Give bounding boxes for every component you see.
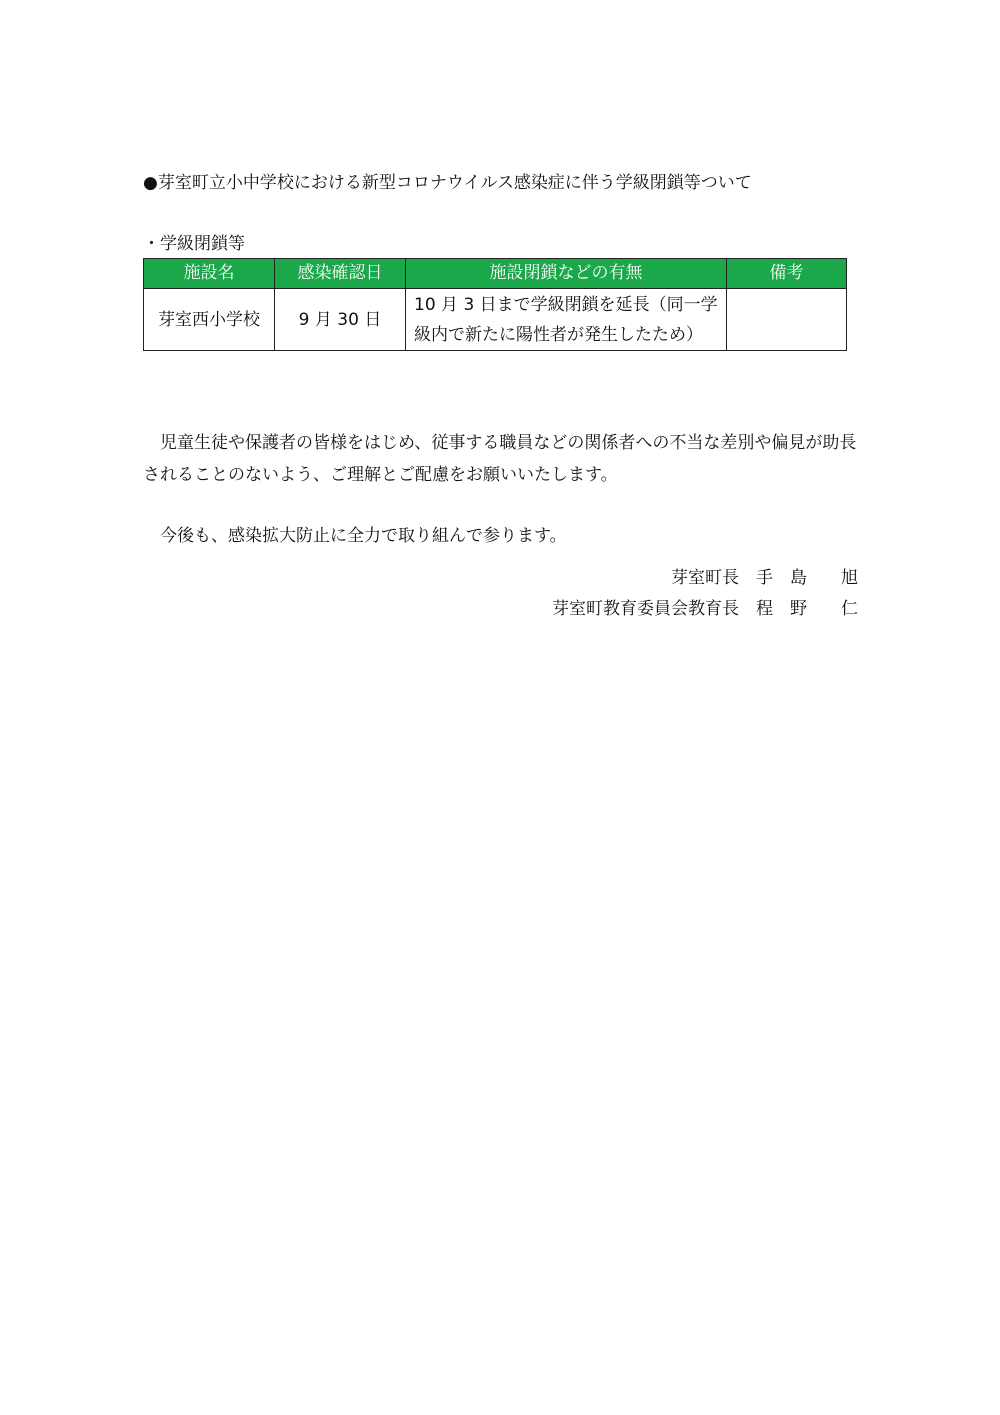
- column-header-date: 感染確認日: [275, 259, 406, 289]
- signature-superintendent: 芽室町教育委員会教育長 程 野 仁: [552, 599, 858, 619]
- cell-remarks: [727, 289, 847, 351]
- paragraph-commitment: 今後も、感染拡大防止に全力で取り組んで参ります。: [160, 526, 567, 546]
- document-heading: ●芽室町立小中学校における新型コロナウイルス感染症に伴う学級閉鎖等ついて: [143, 173, 752, 193]
- column-header-status: 施設閉鎖などの有無: [406, 259, 727, 289]
- paragraph-request: 児童生徒や保護者の皆様をはじめ、従事する職員などの関係者への不当な差別や偏見が助長されることのないよう、ご理解とご配慮をお願いいたします。: [143, 433, 857, 485]
- cell-status-line1: 10 月 3 日まで学級閉鎖を延長（同一学: [414, 294, 718, 315]
- table-row: [144, 289, 847, 351]
- cell-date: 9 月 30 日: [275, 289, 406, 351]
- cell-status: [406, 289, 727, 351]
- column-header-remarks: 備考: [727, 259, 847, 289]
- column-header-facility: 施設名: [144, 259, 275, 289]
- cell-facility: 芽室西小学校: [144, 289, 275, 351]
- table-header-row: [144, 259, 847, 289]
- class-closure-table: [143, 258, 847, 351]
- signature-mayor: 芽室町長 手 島 旭: [671, 568, 858, 588]
- cell-status-line2: 級内で新たに陽性者が発生したため）: [414, 324, 703, 345]
- section-subheading: ・学級閉鎖等: [143, 234, 245, 254]
